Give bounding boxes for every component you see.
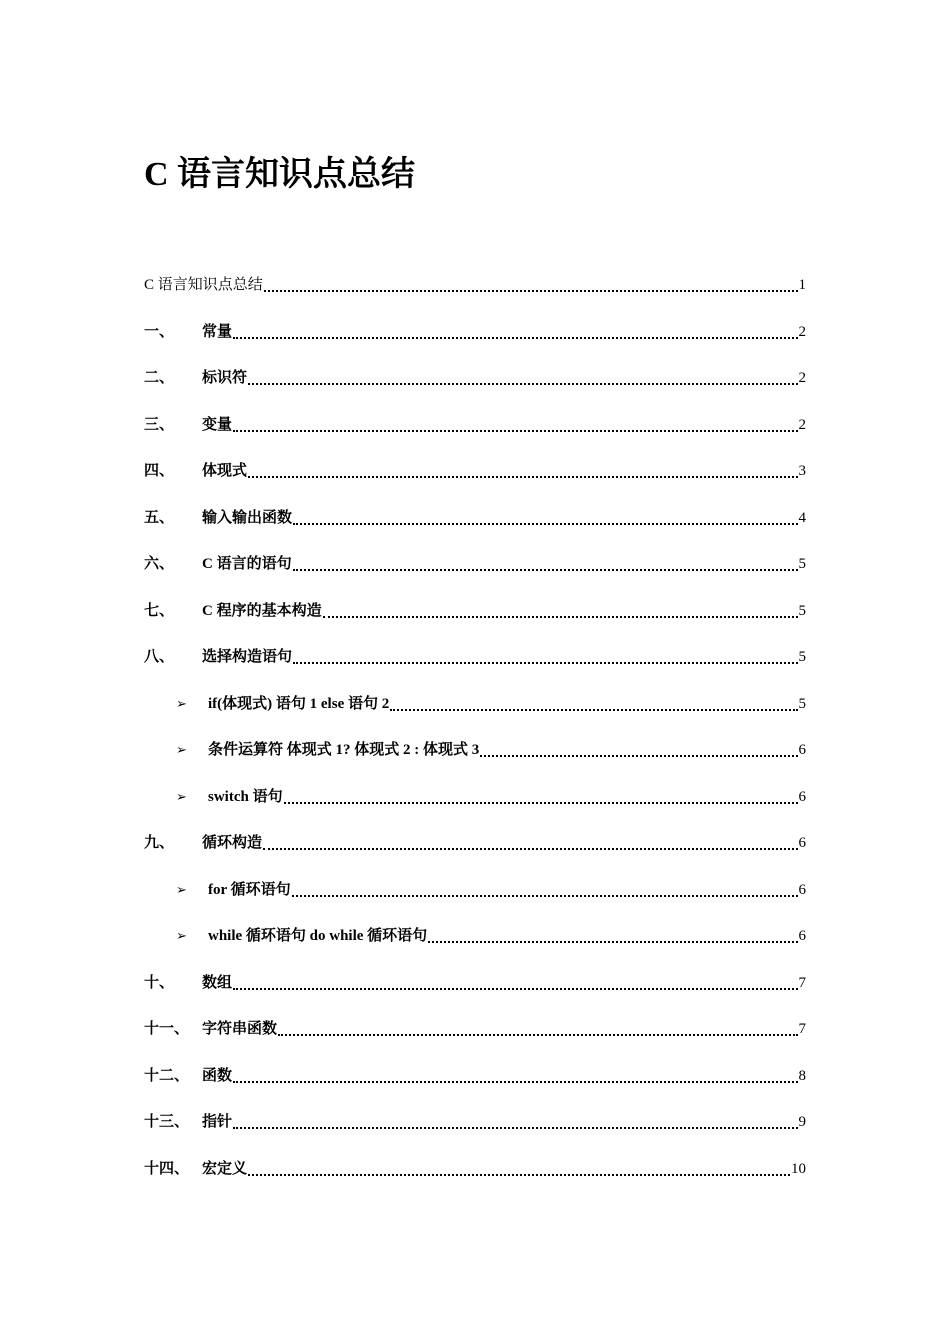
dot-leader: [293, 662, 797, 664]
toc-page-number: 5: [798, 696, 806, 712]
toc-entry-number: 六、: [144, 556, 175, 572]
toc-entry-label: 标识符: [202, 370, 248, 386]
toc-entry[interactable]: [144, 552, 806, 576]
toc-entry-label: 宏定义: [202, 1161, 248, 1177]
toc-page-number: 2: [798, 417, 806, 433]
toc-entry-number: 八、: [144, 649, 175, 665]
toc-entry-label: 变量: [202, 417, 233, 433]
toc-entry-number: 十一、: [144, 1021, 190, 1037]
toc-page-number: 2: [798, 370, 806, 386]
toc-entry-number: 二、: [144, 370, 175, 386]
toc-entry[interactable]: [144, 366, 806, 390]
arrow-bullet-icon: ➢: [176, 742, 187, 757]
toc-subentry[interactable]: [176, 878, 806, 902]
toc-entry-number: 十四、: [144, 1161, 190, 1177]
dot-leader: [248, 383, 797, 385]
dot-leader: [248, 1174, 790, 1176]
toc-entry[interactable]: [144, 1157, 806, 1181]
toc-entry-label: 条件运算符 体现式 1? 体现式 2 : 体现式 3: [208, 742, 480, 758]
toc-entry-label: if(体现式) 语句 1 else 语句 2: [208, 696, 390, 712]
toc-entry-label: C 程序的基本构造: [202, 603, 322, 619]
toc-entry-label: while 循环语句 do while 循环语句: [208, 928, 428, 944]
dot-leader: [323, 616, 798, 618]
toc-entry-label: 常量: [202, 324, 233, 340]
toc-page-number: 3: [798, 463, 806, 479]
toc-entry-number: 三、: [144, 417, 175, 433]
toc-entry[interactable]: [144, 413, 806, 437]
dot-leader: [233, 1127, 797, 1129]
dot-leader: [264, 290, 798, 292]
toc-entry-number: 一、: [144, 324, 175, 340]
toc-entry[interactable]: [144, 599, 806, 623]
dot-leader: [480, 755, 797, 757]
toc-entry-label: for 循环语句: [208, 882, 291, 898]
toc-entry-label: switch 语句: [208, 789, 283, 805]
toc-entry-label: 指针: [202, 1114, 233, 1130]
arrow-bullet-icon: ➢: [176, 696, 187, 711]
toc-entry[interactable]: [144, 1110, 806, 1134]
toc-entry-number: 七、: [144, 603, 175, 619]
page-title: C 语言知识点总结: [144, 156, 416, 193]
toc-entry-label: 选择构造语句: [202, 649, 293, 665]
toc-entry[interactable]: [144, 320, 806, 344]
toc-page-number: 5: [798, 649, 806, 665]
dot-leader: [263, 848, 797, 850]
dot-leader: [233, 988, 797, 990]
dot-leader: [284, 802, 798, 804]
dot-leader: [293, 569, 798, 571]
toc-page-number: 5: [798, 556, 806, 572]
toc-page-number: 5: [798, 603, 806, 619]
toc-page-number: 7: [798, 975, 806, 991]
toc-entry[interactable]: [144, 459, 806, 483]
toc-entry-number: 十二、: [144, 1068, 190, 1084]
toc-page-number: 6: [798, 835, 806, 851]
toc-page-number: 9: [798, 1114, 806, 1130]
toc-entry-label: 输入输出函数: [202, 510, 293, 526]
arrow-bullet-icon: ➢: [176, 928, 187, 943]
dot-leader: [278, 1034, 797, 1036]
toc-entry-label: 字符串函数: [202, 1021, 278, 1037]
toc-entry-number: 九、: [144, 835, 175, 851]
toc-entry[interactable]: [144, 273, 806, 297]
dot-leader: [233, 1081, 797, 1083]
toc-subentry[interactable]: [176, 738, 806, 762]
toc-page-number: 6: [798, 742, 806, 758]
toc-entry-number: 五、: [144, 510, 175, 526]
toc-entry-label: 数组: [202, 975, 233, 991]
toc-entry-number: 四、: [144, 463, 175, 479]
toc-entry[interactable]: [144, 645, 806, 669]
dot-leader: [233, 337, 797, 339]
toc-entry[interactable]: [144, 971, 806, 995]
toc-entry-label: 循环构造: [202, 835, 263, 851]
toc-entry-label: 体现式: [202, 463, 248, 479]
dot-leader: [248, 476, 797, 478]
dot-leader: [390, 709, 797, 711]
toc-page-number: 6: [798, 789, 806, 805]
toc-subentry[interactable]: [176, 924, 806, 948]
dot-leader: [428, 941, 797, 943]
toc-page-number: 8: [798, 1068, 806, 1084]
toc-page-number: 2: [798, 324, 806, 340]
arrow-bullet-icon: ➢: [176, 882, 187, 897]
toc-entry-number: 十三、: [144, 1114, 190, 1130]
dot-leader: [233, 430, 797, 432]
toc-entry-label: C 语言知识点总结: [144, 277, 263, 293]
toc-page-number: 1: [798, 277, 806, 293]
dot-leader: [292, 895, 798, 897]
toc-page-number: 10: [791, 1161, 806, 1177]
toc-entry[interactable]: [144, 1064, 806, 1088]
toc-entry[interactable]: [144, 506, 806, 530]
arrow-bullet-icon: ➢: [176, 789, 187, 804]
toc-entry[interactable]: [144, 1017, 806, 1041]
toc-page-number: 7: [798, 1021, 806, 1037]
toc-entry[interactable]: [144, 831, 806, 855]
toc-subentry[interactable]: [176, 785, 806, 809]
toc-subentry[interactable]: [176, 692, 806, 716]
toc-entry-label: 函数: [202, 1068, 233, 1084]
dot-leader: [293, 523, 797, 525]
toc-page-number: 4: [798, 510, 806, 526]
toc-entry-number: 十、: [144, 975, 175, 991]
toc-entry-label: C 语言的语句: [202, 556, 292, 572]
toc-page-number: 6: [798, 882, 806, 898]
toc-page-number: 6: [798, 928, 806, 944]
